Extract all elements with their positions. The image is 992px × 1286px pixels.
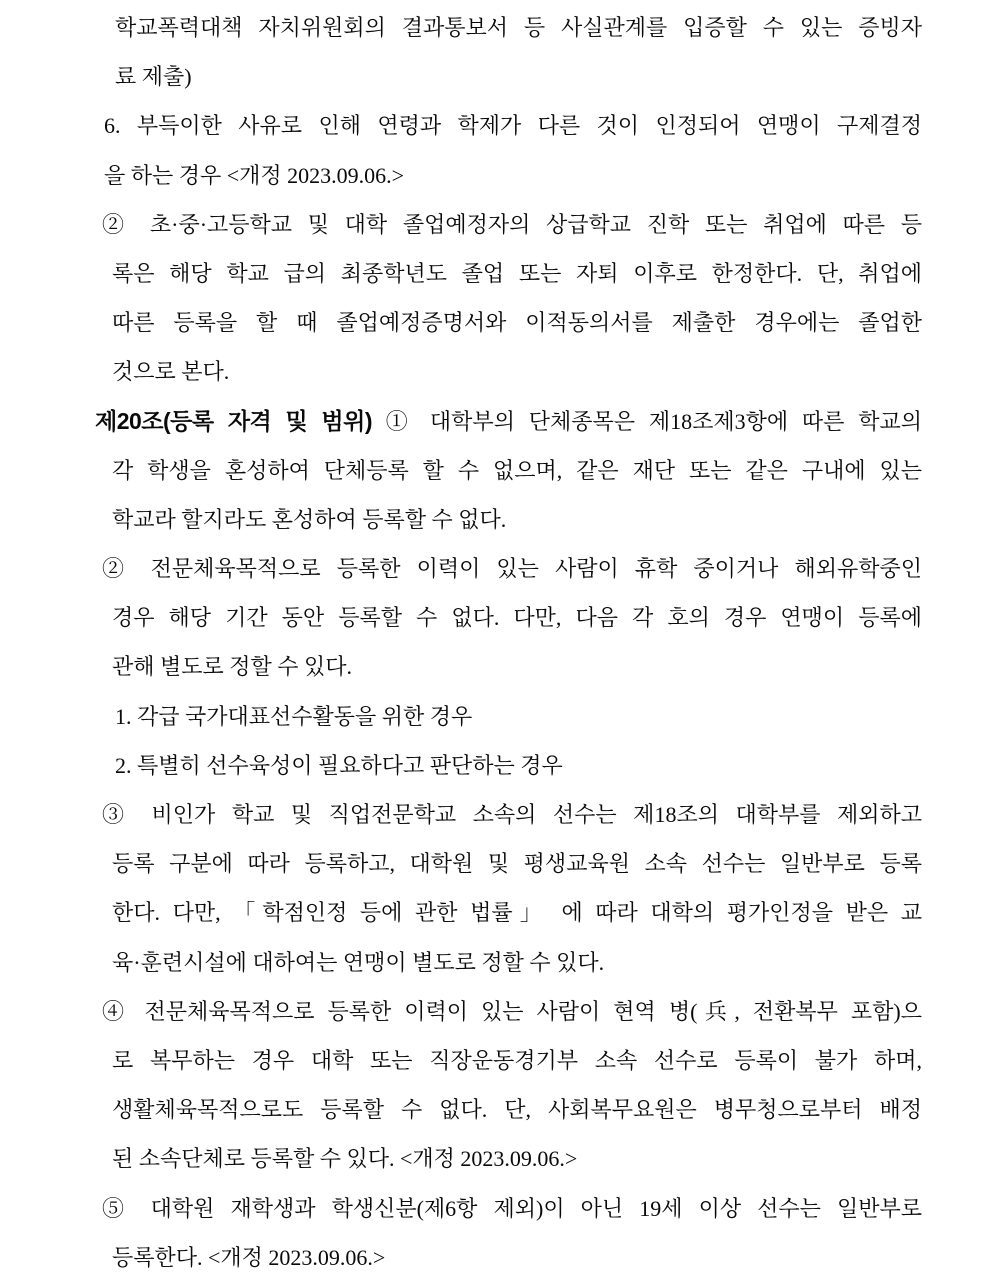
document-line: 육·훈련시설에 대하여는 연맹이 별도로 정할 수 있다. [112, 949, 605, 975]
document-line: 을 하는 경우 <개정 2023.09.06.> [104, 162, 405, 188]
document-line: 것으로 본다. [112, 359, 230, 385]
document-line: 록은 해당 학교 급의 최종학년도 졸업 또는 자퇴 이후로 한정한다. 단, 취업에 [112, 260, 922, 286]
document-line: ⑤ 대학원 재학생과 학생신분(제6항 제외)이 아닌 19세 이상 선수는 일반부로 [102, 1195, 922, 1221]
document-line: 6. 부득이한 사유로 인해 연령과 학제가 다른 것이 인정되어 연맹이 구제결정 [104, 113, 922, 139]
document-line: 된 소속단체로 등록할 수 있다. <개정 2023.09.06.> [112, 1146, 578, 1172]
document-line: ③ 비인가 학교 및 직업전문학교 소속의 선수는 제18조의 대학부를 제외하고 [102, 802, 922, 827]
document-line: 등록 구분에 따라 등록하고, 대학원 및 평생교육원 소속 선수는 일반부로 등록 [112, 851, 922, 877]
document-line: 학교라 할지라도 혼성하여 등록할 수 없다. [112, 506, 507, 532]
document-line: 각 학생을 혼성하여 단체등록 할 수 없으며, 같은 재단 또는 같은 구내에 있는 [112, 457, 922, 483]
document-line: 한다. 다만, 「학점인정 등에 관한 법률」 에 따라 대학의 평가인정을 받은 교 [112, 900, 922, 926]
document-line: 따른 등록을 할 때 졸업예정증명서와 이적동의서를 제출한 경우에는 졸업한 [112, 310, 922, 336]
document-body [0, 3, 992, 1282]
document-line: ④ 전문체육목적으로 등록한 이력이 있는 사람이 현역 병(兵, 전환복무 포함)으 [102, 998, 922, 1024]
document-line: 등록한다. <개정 2023.09.06.> [112, 1244, 386, 1270]
document-line: ② 전문체육목적으로 등록한 이력이 있는 사람이 휴학 중이거나 해외유학중인 [102, 556, 922, 582]
document-line: 학교폭력대책 자치위원회의 결과통보서 등 사실관계를 입증할 수 있는 증빙자 [115, 15, 922, 40]
document-line: 료 제출) [115, 64, 192, 90]
document-line: 제20조(등록 자격 및 범위) ① 대학부의 단체종목은 제18조제3항에 따른 학교의 [95, 407, 922, 434]
document-line: 로 복무하는 경우 대학 또는 직장운동경기부 소속 선수로 등록이 불가 하며, [112, 1047, 922, 1073]
document-line: ② 초·중·고등학교 및 대학 졸업예정자의 상급학교 진학 또는 취업에 따른 등 [102, 211, 922, 237]
article-heading: 제20조(등록 자격 및 범위) [95, 407, 372, 434]
document-line: 경우 해당 기간 동안 등록할 수 없다. 다만, 다음 각 호의 경우 연맹이 등록에 [112, 605, 922, 631]
document-line: 2. 특별히 선수육성이 필요하다고 판단하는 경우 [115, 752, 563, 778]
document-line: 생활체육목적으로도 등록할 수 없다. 단, 사회복무요원은 병무청으로부터 배정 [112, 1097, 922, 1123]
document-line: 1. 각급 국가대표선수활동을 위한 경우 [115, 703, 473, 729]
document-line: 관해 별도로 정할 수 있다. [112, 654, 353, 680]
